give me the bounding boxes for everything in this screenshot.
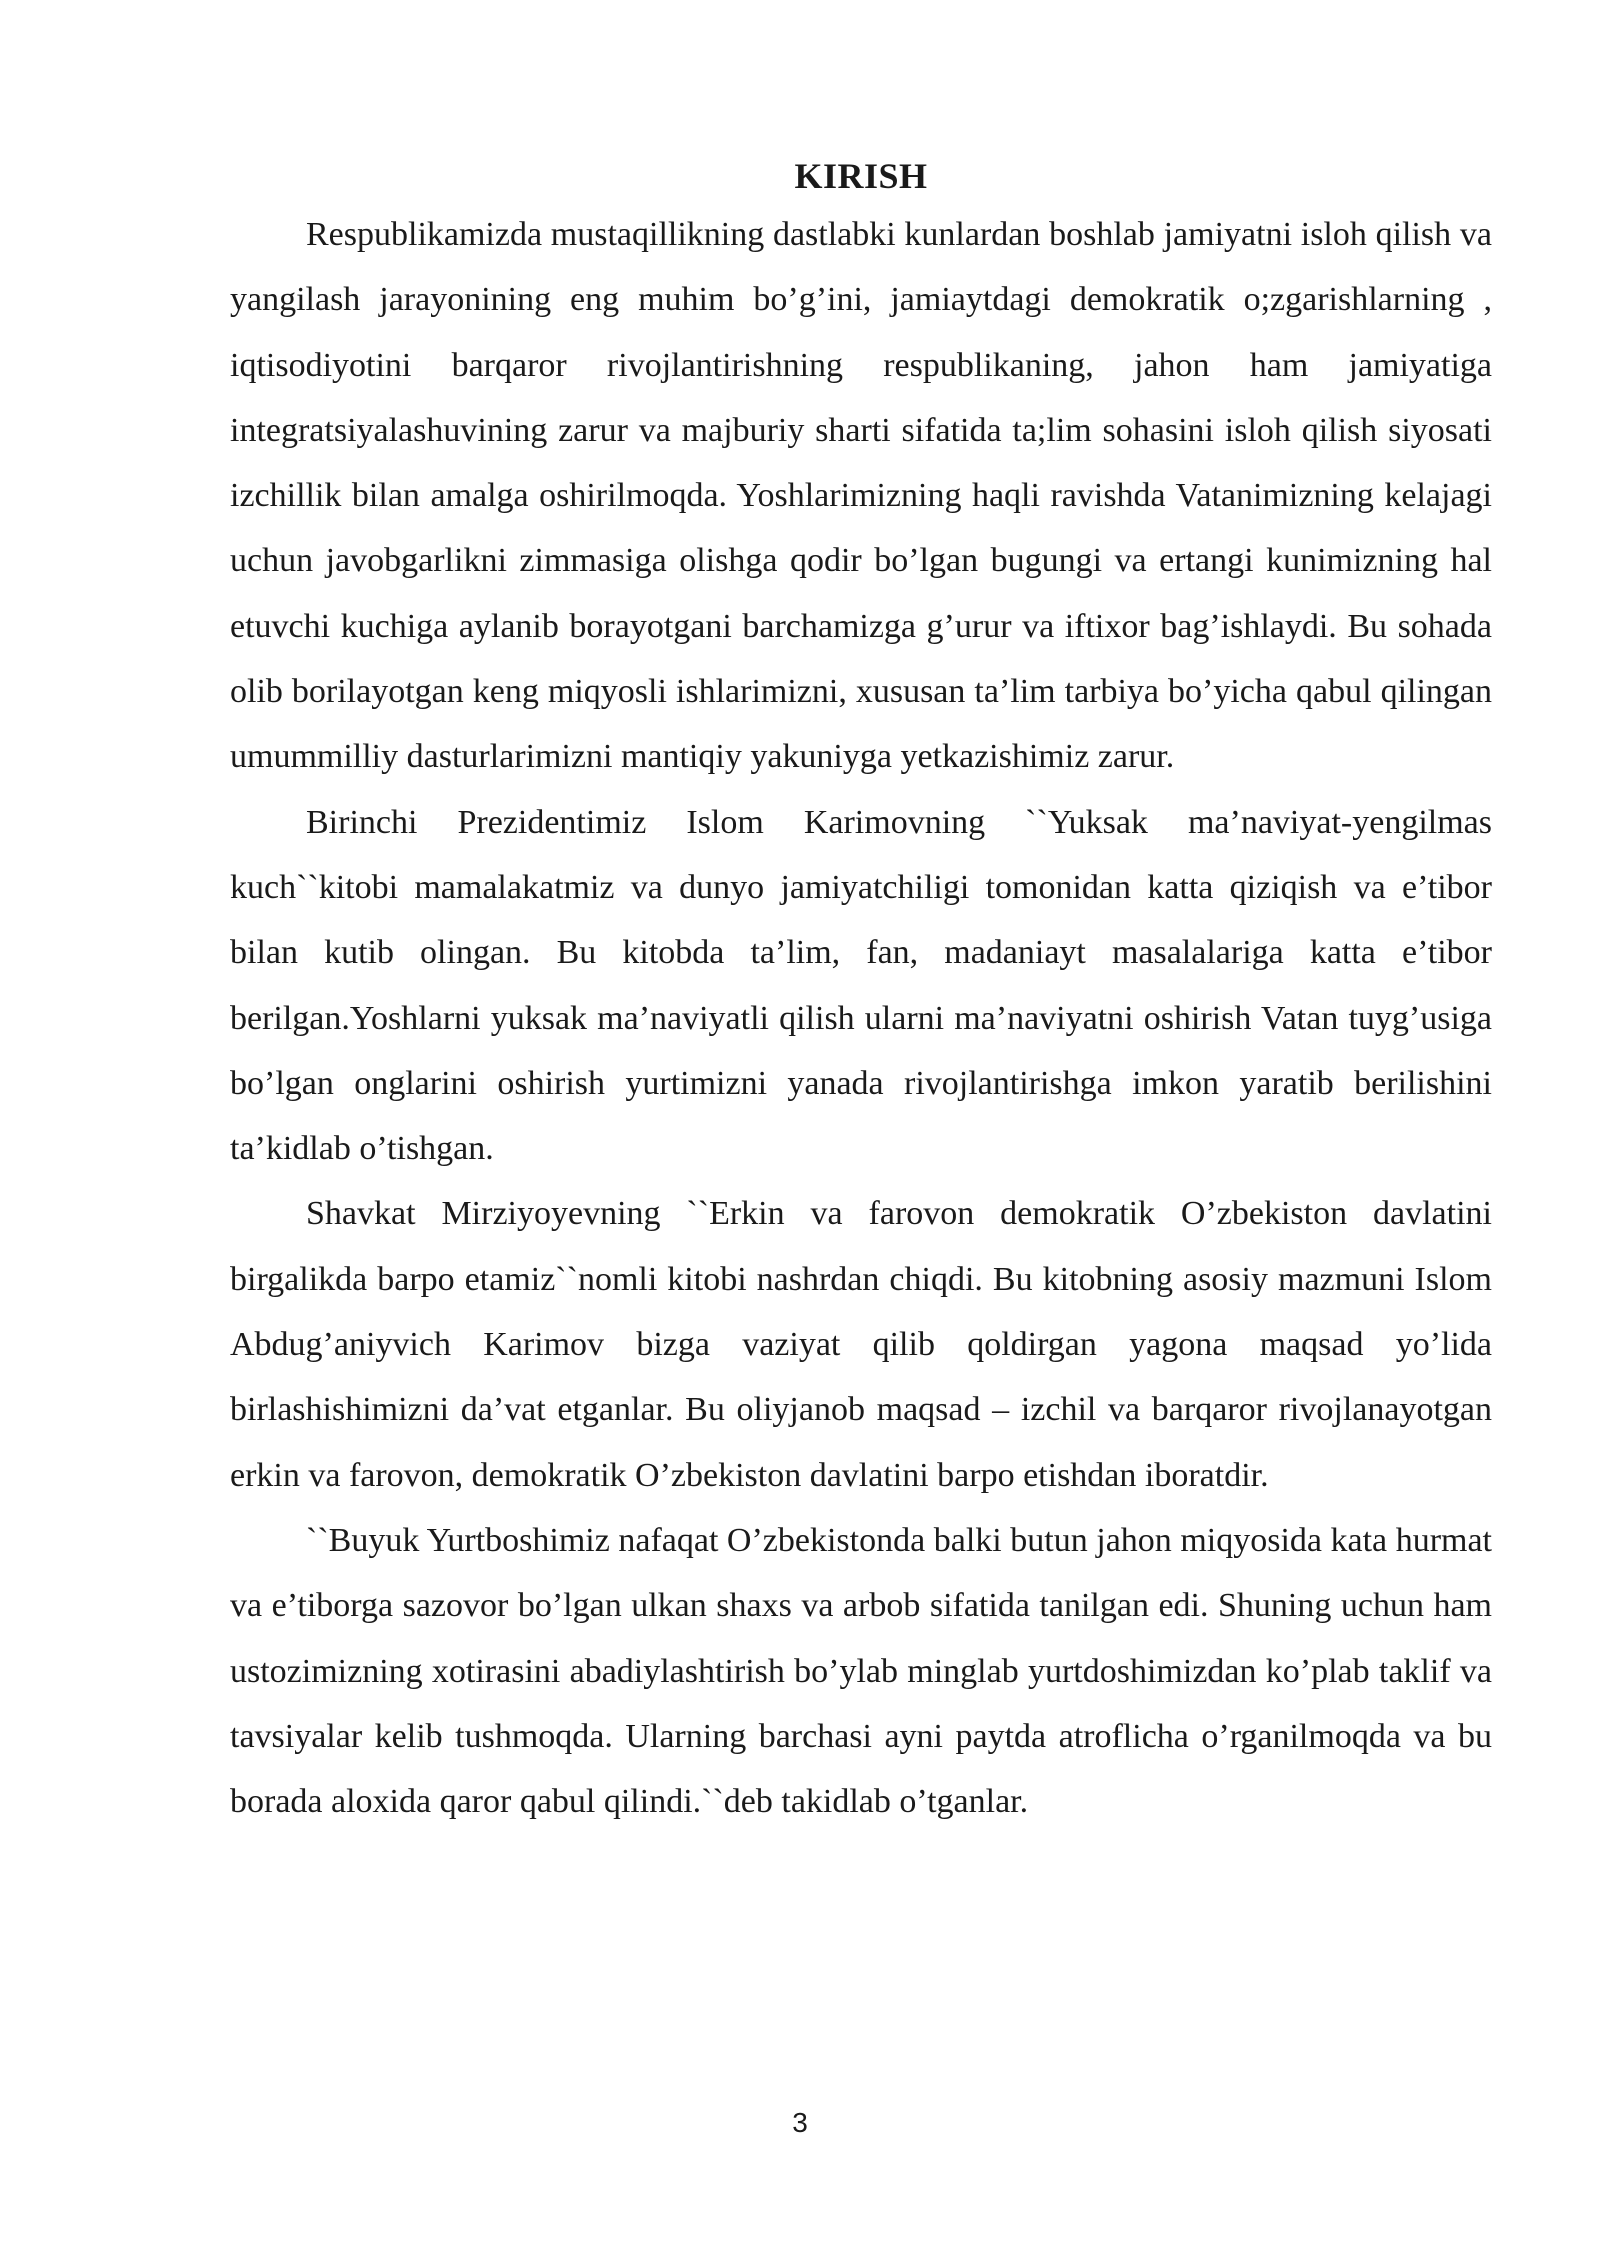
page-title: KIRISH <box>794 156 928 196</box>
paragraph-1: Respublikamizda mustaqillikning dastlabki kunlardan boshlab jamiyatni isloh qilish va yangilash jarayonining eng muhim bo’g’ini, jamiaytdagi demokratik o;zgarishlarning , iqtisodiyotini barqaror rivojlantirishning respublikaning, jahon ham jamiyatiga integratsiyalashuvining zarur va majburiy sharti sifatida ta;lim sohasini isloh qilish siyosati izchillik bilan amalga oshirilmoqda. Yoshlarimizning haqli ravishda Vatanimizning kelajagi uchun javobgarlikni zimmasiga olishga qodir bo’lgan bugungi va ertangi kunimizning hal etuvchi kuchiga aylanib borayotgani barchamizga g’urur va iftixor bag’ishlaydi. Bu sohada olib borilayotgan keng miqyosli ishlarimizni, xususan ta’lim tarbiya bo’yicha qabul qilingan umummilliy dasturlarimizni mantiqiy yakuniyga yetkazishimiz zarur. <box>230 216 1492 776</box>
paragraph-2: Birinchi Prezidentimiz Islom Karimovning ``Yuksak ma’naviyat-yengilmas kuch``kitobi mamalakatmiz va dunyo jamiyatchiligi tomonidan katta qiziqish va e’tibor bilan kutib olingan. Bu kitobda ta’lim, fan, madaniayt masalalariga katta e’tibor berilgan.Yoshlarni yuksak ma’naviyatli qilish ularni ma’naviyatni oshirish Vatan tuyg’usiga bo’lgan onglarini oshirish yurtimizni yanada rivojlantirishga imkon yaratib berilishini ta’kidlab o’tishgan. <box>230 803 1492 1168</box>
paragraph-3: Shavkat Mirziyoyevning ``Erkin va farovon demokratik O’zbekiston davlatini birgalikda barpo etamiz``nomli kitobi nashrdan chiqdi. Bu kitobning asosiy mazmuni Islom Abdug’aniyvich Karimov bizga vaziyat qilib qoldirgan yagona maqsad yo’lida birlashishimizni da’vat etganlar. Bu oliyjanob maqsad – izchil va barqaror rivojlanayotgan erkin va farovon, demokratik O’zbekiston davlatini barpo etishdan iboratdir. <box>230 1195 1492 1494</box>
page-number: 3 <box>792 2107 808 2138</box>
paragraph-4: ``Buyuk Yurtboshimiz nafaqat O’zbekistonda balki butun jahon miqyosida kata hurmat va e’tiborga sazovor bo’lgan ulkan shaxs va arbob sifatida tanilgan edi. Shuning uchun ham ustozimizning xotirasini abadiylashtirish bo’ylab minglab yurtdoshimizdan ko’plab taklif va tavsiyalar kelib tushmoqda. Ularning barchasi ayni paytda atroflicha o’rganilmoqda va bu borada aloxida qaror qabul qilindi.``deb takidlab o’tganlar. <box>230 1521 1492 1821</box>
document-body <box>230 150 1492 1834</box>
